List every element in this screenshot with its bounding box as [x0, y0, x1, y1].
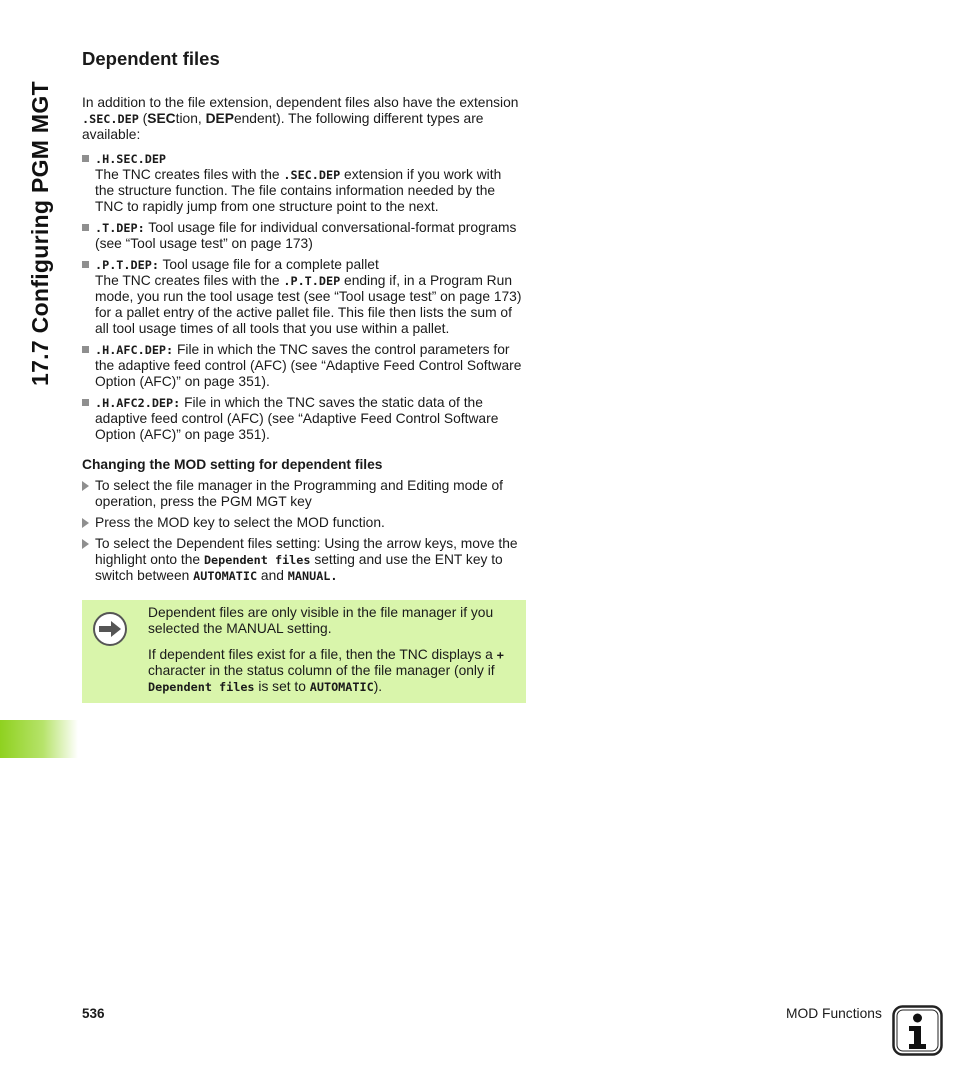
info-icon [892, 1005, 943, 1056]
triangle-bullet-icon [82, 518, 89, 528]
step-item: Press the MOD key to select the MOD function. [82, 515, 524, 531]
step-item: To select the file manager in the Programming and Editing mode of operation, press the PGM MGT key [82, 478, 524, 510]
page-number: 536 [82, 1006, 105, 1021]
footer-section-title: MOD Functions [786, 1006, 882, 1021]
chapter-side-title-text: 17.7 Configuring PGM MGT [27, 81, 53, 386]
note-box [82, 600, 526, 703]
square-bullet-icon [82, 346, 89, 353]
note-paragraph: Dependent files are only visible in the file manager if you selected the MANUAL setting. [148, 605, 494, 636]
file-type-code: .H.AFC2.DEP: [95, 396, 181, 410]
file-type-code: .T.DEP: [95, 221, 145, 235]
intro-paragraph: In addition to the file extension, dependent files also have the extension .SEC.DEP (SECtion, DEPendent). The following different types are available: [82, 95, 519, 142]
list-item: .H.AFC2.DEP: File in which the TNC saves the static data of the adaptive feed control (AFC) (see “Adaptive Feed Control Software Option (AFC)” on page 351). [82, 395, 524, 443]
square-bullet-icon [82, 399, 89, 406]
subheading: Changing the MOD setting for dependent files [82, 457, 383, 472]
section-heading: Dependent files [82, 48, 220, 69]
square-bullet-icon [82, 261, 89, 268]
chapter-side-title [18, 36, 62, 386]
file-type-list [82, 151, 524, 443]
step-item: To select the Dependent files setting: Using the arrow keys, move the highlight onto the Dependent files setting and use the ENT key to switch between AUTOMATIC and MANUAL. [82, 536, 524, 584]
list-item: .P.T.DEP: Tool usage file for a complete pallet The TNC creates files with the .P.T.DEP ending if, in a Program Run mode, you run the tool usage test (see “Tool usage test” on page 173) for a pallet entry of the active pallet file. This file then lists the sum of all tool usage times of all tools that you use within a pallet. [82, 257, 524, 337]
list-item: .T.DEP: Tool usage file for individual conversational-format programs (see “Tool usage test” on page 173) [82, 220, 524, 252]
file-type-code: .H.SEC.DEP [95, 152, 167, 166]
chapter-tab-marker [0, 720, 78, 758]
file-type-code: .P.T.DEP: [95, 258, 159, 272]
file-type-code: .H.AFC.DEP: [95, 343, 174, 357]
main-content [82, 48, 524, 703]
square-bullet-icon [82, 155, 89, 162]
arrow-right-circle-icon [92, 611, 128, 647]
triangle-bullet-icon [82, 539, 89, 549]
note-paragraph: If dependent files exist for a file, then the TNC displays a + character in the status column of the file manager (only if Dependent files is set to AUTOMATIC). [148, 647, 504, 694]
list-item: .H.SEC.DEP The TNC creates files with the .SEC.DEP extension if you work with the structure function. The file contains information needed by the TNC to rapidly jump from one structure point to the next. [82, 151, 524, 215]
inline-code: .SEC.DEP [82, 112, 139, 126]
square-bullet-icon [82, 224, 89, 231]
steps-list [82, 478, 524, 584]
triangle-bullet-icon [82, 481, 89, 491]
list-item: .H.AFC.DEP: File in which the TNC saves the control parameters for the adaptive feed control (AFC) (see “Adaptive Feed Control Software Option (AFC)” on page 351). [82, 342, 524, 390]
